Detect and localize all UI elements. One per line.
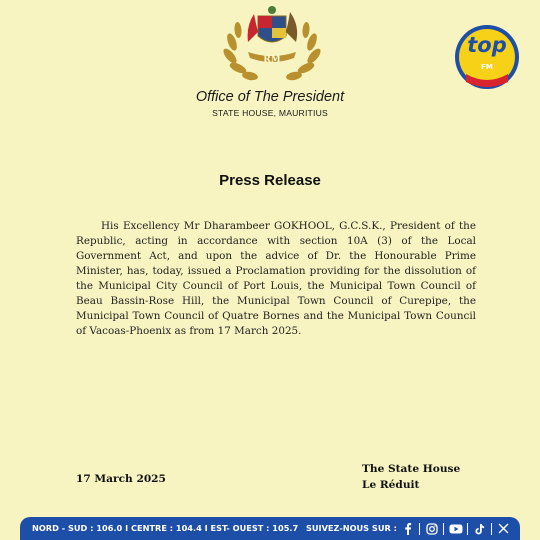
page-title: Press Release bbox=[219, 172, 321, 189]
logo-brand-text: top bbox=[467, 33, 507, 57]
office-title: Office of The President bbox=[195, 89, 345, 105]
press-release-body: His Excellency Mr Dharambeer GOKHOOL, G.C.S.K., President of the Republic, acting in accordance with section 10A (3) of the Local Government Act, and upon the advice of Dr. the Honourable Prime Minister, has, today, issued a Proclamation providing for the dissolution of the Municipal City Council of Port Louis, the Municipal Town Council of Beau Bassin-Rose Hill, the Municipal Town Council of Curepipe, the Municipal Town Council of Quatre Bornes and the Municipal Town Council of Vacoas-Phoenix as from 17 March 2025. bbox=[76, 220, 476, 337]
youtube-icon[interactable] bbox=[448, 521, 463, 536]
signature-block bbox=[362, 461, 460, 493]
crest-monogram: RM bbox=[263, 55, 281, 65]
radio-frequency-bar bbox=[20, 517, 520, 540]
instagram-icon[interactable] bbox=[424, 521, 439, 536]
coat-of-arms-icon bbox=[218, 2, 326, 84]
signature-line-2: Le Réduit bbox=[362, 479, 420, 491]
logo-sub-text: FM bbox=[481, 63, 493, 71]
office-address: STATE HOUSE, MAURITIUS bbox=[212, 108, 328, 118]
frequency-list: NORD - SUD : 106.0 I CENTRE : 104.4 I EST- OUEST : 105.7 bbox=[32, 523, 299, 533]
x-icon[interactable] bbox=[496, 521, 511, 536]
tiktok-icon[interactable] bbox=[472, 521, 487, 536]
release-date: 17 March 2025 bbox=[76, 473, 166, 485]
signature-line-1: The State House bbox=[362, 463, 461, 475]
follow-label: SUIVEZ-NOUS SUR : bbox=[306, 523, 397, 533]
facebook-icon[interactable] bbox=[400, 521, 415, 536]
social-links bbox=[400, 521, 511, 536]
